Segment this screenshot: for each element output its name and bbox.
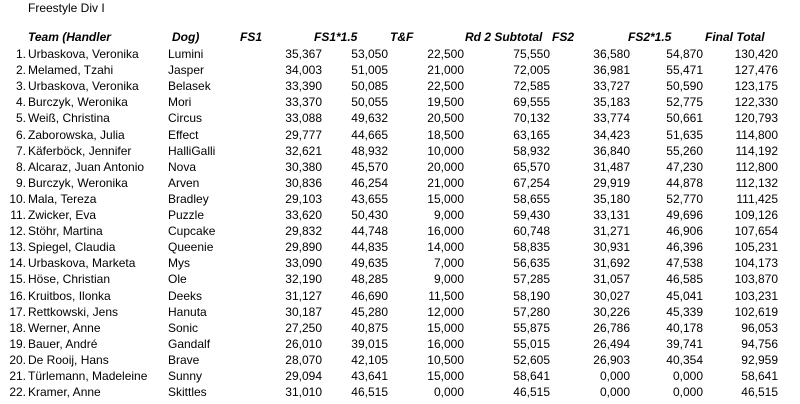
team-cell: Höse, Christian: [28, 272, 111, 287]
fs2-cell: 35,183: [593, 95, 630, 110]
header-team: Team (Handler: [28, 30, 111, 44]
table-row: [0, 62, 800, 79]
rank-cell: 8.: [15, 159, 26, 174]
fs1-weighted-cell: 44,835: [351, 240, 388, 255]
tf-cell: 19,500: [427, 95, 464, 110]
tf-cell: 21,000: [427, 63, 464, 78]
dog-cell: Arven: [168, 175, 200, 190]
dog-cell: Skittles: [168, 385, 207, 400]
table-row: [0, 175, 800, 192]
tf-cell: 9,000: [433, 208, 464, 222]
rank-cell: 12.: [9, 224, 26, 239]
rank-cell: 6.: [15, 127, 26, 142]
team-cell: Spiegel, Claudia: [28, 240, 116, 255]
rank-cell: 14.: [9, 256, 26, 271]
final-total-cell: 107,654: [734, 224, 778, 239]
fs1-cell: 32,190: [285, 272, 322, 287]
table-row: [0, 384, 800, 401]
tf-cell: 16,000: [427, 336, 464, 351]
fs1-weighted-cell: 43,641: [351, 369, 388, 383]
dog-cell: Gandalf: [168, 336, 211, 351]
final-total-cell: 120,793: [734, 111, 778, 126]
fs1-cell: 28,070: [285, 352, 322, 367]
fs1-cell: 33,390: [285, 79, 322, 94]
dog-cell: Brave: [168, 352, 200, 367]
subtotal-cell: 52,605: [513, 352, 550, 367]
team-cell: Mala, Tereza: [28, 191, 97, 206]
table-row: [0, 191, 800, 208]
final-total-cell: 104,173: [734, 256, 778, 271]
tf-cell: 15,000: [427, 320, 464, 335]
table-row: [0, 352, 800, 369]
fs1-weighted-cell: 45,280: [351, 304, 388, 319]
fs2-weighted-cell: 46,585: [666, 272, 703, 287]
fs1-cell: 29,777: [285, 127, 322, 142]
final-total-cell: 109,126: [734, 208, 778, 222]
subtotal-cell: 75,550: [513, 47, 550, 61]
fs2-weighted-cell: 47,230: [666, 159, 703, 174]
subtotal-cell: 58,932: [513, 143, 550, 158]
fs2-cell: 30,226: [593, 304, 630, 319]
final-total-cell: 92,959: [741, 352, 778, 367]
fs1-weighted-cell: 50,055: [351, 95, 388, 110]
dog-cell: Ole: [168, 272, 187, 287]
final-total-cell: 46,515: [741, 385, 778, 400]
tf-cell: 10,000: [427, 143, 464, 158]
dog-cell: Deeks: [168, 288, 203, 303]
fs2-cell: 26,494: [593, 336, 630, 351]
fs1-cell: 30,836: [285, 175, 322, 190]
subtotal-cell: 58,641: [513, 369, 550, 383]
rank-cell: 19.: [9, 336, 26, 351]
dog-cell: Belasek: [168, 79, 211, 94]
tf-cell: 20,000: [427, 159, 464, 174]
team-cell: Urbaskova, Marketa: [28, 256, 136, 271]
subtotal-cell: 60,748: [513, 224, 550, 239]
fs1-weighted-cell: 40,875: [351, 320, 388, 335]
subtotal-cell: 58,655: [513, 191, 550, 206]
fs1-cell: 29,094: [285, 369, 322, 383]
fs1-cell: 29,103: [285, 191, 322, 206]
dog-cell: Mys: [168, 256, 190, 271]
fs2-cell: 35,180: [593, 191, 630, 206]
fs2-weighted-cell: 50,661: [666, 111, 703, 126]
rank-cell: 16.: [9, 288, 26, 303]
fs2-cell: 36,981: [593, 63, 630, 78]
fs2-cell: 31,692: [593, 256, 630, 271]
fs1-weighted-cell: 46,254: [351, 175, 388, 190]
fs1-weighted-cell: 50,430: [351, 208, 388, 222]
fs2-weighted-cell: 55,260: [666, 143, 703, 158]
table-row: [0, 78, 800, 95]
table-row: [0, 127, 800, 144]
tf-cell: 0,000: [433, 385, 464, 400]
fs2-weighted-cell: 51,635: [666, 127, 703, 142]
rank-cell: 1.: [15, 47, 26, 61]
rank-cell: 2.: [15, 63, 26, 78]
dog-cell: Puzzle: [168, 208, 205, 222]
fs2-weighted-cell: 40,354: [666, 352, 703, 367]
final-total-cell: 105,231: [734, 240, 778, 255]
fs2-weighted-cell: 47,538: [666, 256, 703, 271]
tf-cell: 15,000: [427, 191, 464, 206]
fs2-weighted-cell: 52,775: [666, 95, 703, 110]
fs1-weighted-cell: 44,665: [351, 127, 388, 142]
fs2-cell: 0,000: [599, 385, 630, 400]
fs2-cell: 29,919: [593, 175, 630, 190]
final-total-cell: 130,420: [734, 47, 778, 61]
team-cell: Zaborowska, Julia: [28, 127, 125, 142]
fs1-cell: 26,010: [285, 336, 322, 351]
tf-cell: 22,500: [427, 47, 464, 61]
table-row: [0, 223, 800, 240]
subtotal-cell: 57,285: [513, 272, 550, 287]
dog-cell: Sunny: [168, 369, 203, 383]
header-subtotal: Rd 2 Subtotal: [465, 30, 543, 44]
fs2-weighted-cell: 0,000: [672, 369, 703, 383]
fs1-cell: 31,010: [285, 385, 322, 400]
final-total-cell: 58,641: [741, 369, 778, 383]
fs1-weighted-cell: 46,515: [351, 385, 388, 400]
header-fs2: FS2: [552, 30, 575, 44]
header-tf: T&F: [390, 30, 414, 44]
dog-cell: Nova: [168, 159, 197, 174]
table-row: [0, 46, 800, 63]
table-header-row: [0, 29, 800, 46]
fs2-weighted-cell: 46,906: [666, 224, 703, 239]
fs2-weighted-cell: 55,471: [666, 63, 703, 78]
fs2-weighted-cell: 0,000: [672, 385, 703, 400]
tf-cell: 15,000: [427, 369, 464, 383]
final-total-cell: 102,619: [734, 304, 778, 319]
team-cell: Melamed, Tzahi: [28, 63, 114, 78]
tf-cell: 22,500: [427, 79, 464, 94]
fs1-cell: 34,003: [285, 63, 322, 78]
tf-cell: 9,000: [433, 272, 464, 287]
fs2-weighted-cell: 49,696: [666, 208, 703, 222]
dog-cell: Effect: [168, 127, 199, 142]
fs1-weighted-cell: 43,655: [351, 191, 388, 206]
fs1-weighted-cell: 48,932: [351, 143, 388, 158]
fs1-cell: 32,621: [285, 143, 322, 158]
dog-cell: HalliGalli: [168, 143, 216, 158]
fs2-weighted-cell: 39,741: [666, 336, 703, 351]
dog-cell: Queenie: [168, 240, 214, 255]
subtotal-cell: 67,254: [513, 175, 550, 190]
team-cell: Weiß, Christina: [28, 111, 110, 126]
fs2-weighted-cell: 45,339: [666, 304, 703, 319]
rank-cell: 20.: [9, 352, 26, 367]
rank-cell: 15.: [9, 272, 26, 287]
final-total-cell: 127,476: [734, 63, 778, 78]
fs1-weighted-cell: 49,632: [351, 111, 388, 126]
team-cell: Burczyk, Weronika: [28, 95, 128, 110]
team-cell: Kruitbos, Ilonka: [28, 288, 111, 303]
tf-cell: 14,000: [427, 240, 464, 255]
final-total-cell: 114,192: [735, 143, 778, 158]
fs1-cell: 27,250: [285, 320, 322, 335]
fs1-weighted-cell: 44,748: [351, 224, 388, 239]
fs1-cell: 29,890: [285, 240, 322, 255]
subtotal-cell: 58,835: [513, 240, 550, 255]
rank-cell: 22.: [9, 385, 26, 400]
fs2-weighted-cell: 54,870: [666, 47, 703, 61]
fs2-weighted-cell: 50,590: [666, 79, 703, 94]
subtotal-cell: 55,015: [513, 336, 550, 351]
dog-cell: Bradley: [168, 191, 209, 206]
fs1-cell: 33,090: [285, 256, 322, 271]
subtotal-cell: 63,165: [513, 127, 550, 142]
subtotal-cell: 56,635: [513, 256, 550, 271]
final-total-cell: 122,330: [734, 95, 778, 110]
fs1-weighted-cell: 53,050: [351, 47, 388, 61]
header-fs1-weighted: FS1*1.5: [314, 30, 358, 44]
table-row: [0, 143, 800, 160]
subtotal-cell: 72,005: [513, 63, 550, 78]
header-final-total: Final Total: [705, 30, 765, 44]
team-cell: Burczyk, Weronika: [28, 175, 128, 190]
fs2-cell: 30,931: [593, 240, 630, 255]
fs2-weighted-cell: 44,878: [666, 175, 703, 190]
rank-cell: 5.: [15, 111, 26, 126]
team-cell: Stöhr, Martina: [28, 224, 103, 239]
table-row: [0, 110, 800, 127]
table-row: [0, 239, 800, 256]
fs1-weighted-cell: 50,085: [351, 79, 388, 94]
fs2-cell: 31,271: [593, 224, 630, 239]
final-total-cell: 103,231: [734, 288, 778, 303]
fs2-cell: 30,027: [593, 288, 630, 303]
tf-cell: 7,000: [433, 256, 464, 271]
dog-cell: Circus: [168, 111, 203, 126]
fs1-cell: 31,127: [285, 288, 322, 303]
fs1-weighted-cell: 39,015: [351, 336, 388, 351]
fs2-weighted-cell: 40,178: [666, 320, 703, 335]
dog-cell: Cupcake: [168, 224, 216, 239]
fs1-cell: 30,380: [285, 159, 322, 174]
team-cell: Bauer, André: [28, 336, 98, 351]
final-total-cell: 96,053: [741, 320, 778, 335]
dog-cell: Lumini: [168, 47, 204, 61]
team-cell: Türlemann, Madeleine: [28, 369, 148, 383]
final-total-cell: 112,132: [735, 175, 778, 190]
team-cell: Kramer, Anne: [28, 385, 101, 400]
header-fs2-weighted: FS2*1.5: [628, 30, 672, 44]
fs2-cell: 26,903: [593, 352, 630, 367]
rank-cell: 9.: [15, 175, 26, 190]
fs1-weighted-cell: 49,635: [351, 256, 388, 271]
tf-cell: 20,500: [427, 111, 464, 126]
rank-cell: 11.: [10, 208, 26, 222]
fs2-cell: 0,000: [599, 369, 630, 383]
table-row: [0, 336, 800, 353]
subtotal-cell: 69,555: [513, 95, 550, 110]
table-row: [0, 255, 800, 272]
final-total-cell: 112,800: [735, 159, 778, 174]
dog-cell: Mori: [168, 95, 192, 110]
table-row: [0, 320, 800, 337]
final-total-cell: 111,425: [736, 191, 778, 206]
rank-cell: 21.: [9, 369, 26, 383]
team-cell: Urbaskova, Veronika: [28, 79, 139, 94]
fs1-cell: 33,088: [285, 111, 322, 126]
fs1-cell: 33,370: [285, 95, 322, 110]
fs1-cell: 30,187: [285, 304, 322, 319]
table-row: [0, 207, 800, 224]
team-cell: Rettkowski, Jens: [28, 304, 119, 319]
team-cell: Urbaskova, Veronika: [28, 47, 139, 61]
subtotal-cell: 57,280: [513, 304, 550, 319]
table-row: [0, 159, 800, 176]
subtotal-cell: 70,132: [513, 111, 550, 126]
table-row: [0, 368, 800, 385]
fs2-cell: 36,580: [593, 47, 630, 61]
fs2-cell: 31,057: [593, 272, 630, 287]
fs2-cell: 36,840: [593, 143, 630, 158]
team-cell: Alcaraz, Juan Antonio: [28, 159, 145, 174]
rank-cell: 7.: [15, 143, 26, 158]
rank-cell: 4.: [15, 95, 26, 110]
team-cell: Zwicker, Eva: [28, 208, 97, 222]
team-cell: De Rooij, Hans: [28, 352, 109, 367]
rank-cell: 13.: [9, 240, 26, 255]
subtotal-cell: 59,430: [513, 208, 550, 222]
subtotal-cell: 65,570: [513, 159, 550, 174]
final-total-cell: 103,870: [734, 272, 778, 287]
fs2-cell: 33,774: [593, 111, 630, 126]
subtotal-cell: 55,875: [513, 320, 550, 335]
fs2-cell: 31,487: [593, 159, 630, 174]
final-total-cell: 94,756: [741, 336, 778, 351]
subtotal-cell: 58,190: [513, 288, 550, 303]
fs2-cell: 34,423: [593, 127, 630, 142]
fs1-weighted-cell: 48,285: [351, 272, 388, 287]
tf-cell: 21,000: [427, 175, 464, 190]
fs1-weighted-cell: 46,690: [351, 288, 388, 303]
fs1-cell: 33,620: [285, 208, 322, 222]
fs2-cell: 33,131: [593, 208, 630, 222]
table-row: [0, 94, 800, 111]
fs2-cell: 26,786: [593, 320, 630, 335]
tf-cell: 11,500: [428, 288, 464, 303]
subtotal-cell: 46,515: [513, 385, 550, 400]
final-total-cell: 123,175: [734, 79, 778, 94]
fs2-weighted-cell: 45,041: [666, 288, 703, 303]
table-row: [0, 271, 800, 288]
team-cell: Werner, Anne: [28, 320, 101, 335]
rank-cell: 3.: [15, 79, 26, 94]
sheet-title: Freestyle Div I: [28, 1, 105, 15]
table-row: [0, 288, 800, 305]
table-row: [0, 304, 800, 321]
fs1-weighted-cell: 45,570: [351, 159, 388, 174]
tf-cell: 18,500: [427, 127, 464, 142]
fs1-cell: 35,367: [285, 47, 322, 61]
team-cell: Käferböck, Jennifer: [28, 143, 132, 158]
fs1-cell: 29,832: [285, 224, 322, 239]
dog-cell: Jasper: [168, 63, 205, 78]
fs2-weighted-cell: 46,396: [666, 240, 703, 255]
fs1-weighted-cell: 42,105: [351, 352, 388, 367]
fs2-cell: 33,727: [593, 79, 630, 94]
dog-cell: Sonic: [168, 320, 199, 335]
fs2-weighted-cell: 52,770: [666, 191, 703, 206]
header-fs1: FS1: [240, 30, 263, 44]
tf-cell: 10,500: [427, 352, 464, 367]
tf-cell: 16,000: [427, 224, 464, 239]
subtotal-cell: 72,585: [513, 79, 550, 94]
rank-cell: 10.: [9, 191, 26, 206]
fs1-weighted-cell: 51,005: [351, 63, 388, 78]
header-dog: Dog): [172, 30, 200, 44]
tf-cell: 12,000: [427, 304, 464, 319]
final-total-cell: 114,800: [735, 127, 778, 142]
rank-cell: 18.: [9, 320, 26, 335]
dog-cell: Hanuta: [168, 304, 207, 319]
rank-cell: 17.: [9, 304, 26, 319]
